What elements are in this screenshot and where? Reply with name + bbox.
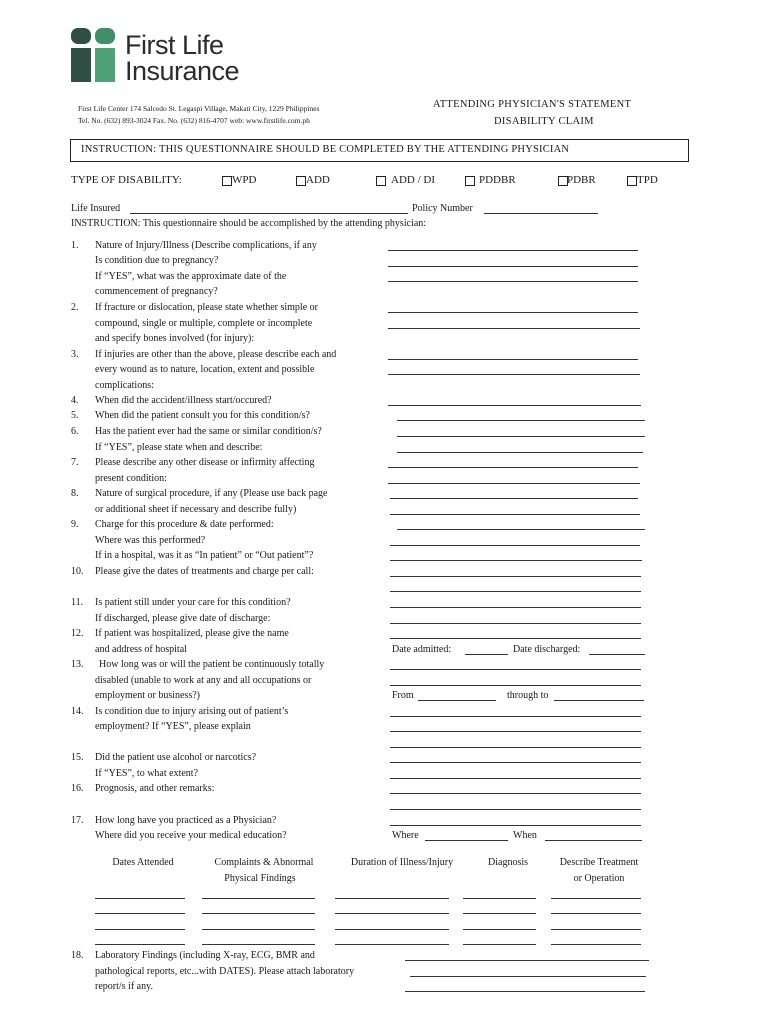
answer-line[interactable] xyxy=(390,498,638,499)
question-number: 6. xyxy=(71,426,79,437)
answer-line[interactable] xyxy=(397,452,643,453)
question-16-text: Prognosis, and other remarks: xyxy=(95,783,215,794)
answer-line[interactable] xyxy=(397,529,645,530)
question-15-line2: If “YES”, to what extent? xyxy=(95,768,199,779)
answer-line[interactable] xyxy=(388,266,638,267)
answer-line[interactable] xyxy=(390,793,641,794)
question-1-line2: Is condition due to pregnancy? xyxy=(95,255,219,266)
question-number: 13. xyxy=(71,659,84,670)
question-18-line2: pathological reports, etc...with DATES). Please attach laboratory xyxy=(95,966,355,977)
checkbox-wpd[interactable] xyxy=(222,176,232,186)
table-cell[interactable] xyxy=(335,929,449,930)
question-number: 16. xyxy=(71,783,84,794)
question-2-line2: compound, single or multiple, complete or incomplete xyxy=(95,318,313,329)
option-add-label: ADD xyxy=(306,174,330,186)
answer-line[interactable] xyxy=(390,731,641,732)
life-insured-field[interactable] xyxy=(130,213,408,214)
question-1-line4: commencement of pregnancy? xyxy=(95,286,218,297)
answer-line[interactable] xyxy=(390,638,641,639)
table-cell[interactable] xyxy=(202,944,315,945)
table-cell[interactable] xyxy=(335,913,449,914)
question-17-line1: How long have you practiced as a Physician? xyxy=(95,815,277,826)
where-label: Where xyxy=(392,830,419,841)
question-number: 8. xyxy=(71,488,79,499)
answer-line[interactable] xyxy=(390,576,641,577)
question-13-line2: disabled (unable to work at any and all occupations or xyxy=(95,675,312,686)
answer-line[interactable] xyxy=(388,250,638,251)
answer-line[interactable] xyxy=(390,591,641,592)
table-cell[interactable] xyxy=(95,913,185,914)
option-pdbr-label: PDBR xyxy=(567,174,596,186)
policy-number-field[interactable] xyxy=(484,213,598,214)
question-14-line2: employment? If “YES”, please explain xyxy=(95,721,251,732)
instruction-box-text: INSTRUCTION: THIS QUESTIONNAIRE SHOULD BE COMPLETED BY THE ATTENDING PHYSICIAN xyxy=(81,144,570,155)
question-8-line1: Nature of surgical procedure, if any (Please use back page xyxy=(95,488,328,499)
question-9-line1: Charge for this procedure & date performed: xyxy=(95,519,274,530)
question-7-line1: Please describe any other disease or infirmity affecting xyxy=(95,457,315,468)
checkbox-add-di[interactable] xyxy=(376,176,386,186)
option-wpd-label: WPD xyxy=(232,174,257,186)
question-18-line1: Laboratory Findings (including X-ray, ECG, BMR and xyxy=(95,950,315,961)
question-6-line1: Has the patient ever had the same or similar condition/s? xyxy=(95,426,322,437)
question-11-line2: If discharged, please give date of discharge: xyxy=(95,613,271,624)
table-header-physical-findings: Physical Findings xyxy=(224,873,296,884)
question-number: 17. xyxy=(71,815,84,826)
table-header-diagnosis: Diagnosis xyxy=(488,857,528,868)
table-cell[interactable] xyxy=(202,929,315,930)
option-tpd-label: TPD xyxy=(637,174,658,186)
table-header-operation: or Operation xyxy=(573,873,625,884)
answer-line[interactable] xyxy=(390,716,641,717)
question-10-text: Please give the dates of treatments and charge per call: xyxy=(95,566,314,577)
answer-line[interactable] xyxy=(410,976,646,977)
question-17-line2: Where did you receive your medical education? xyxy=(95,830,287,841)
answer-line[interactable] xyxy=(388,483,640,484)
answer-line[interactable] xyxy=(390,778,641,779)
checkbox-tpd[interactable] xyxy=(627,176,637,186)
answer-line[interactable] xyxy=(390,560,642,561)
question-13-line1: How long was or will the patient be continuously totally xyxy=(99,659,325,670)
date-discharged-label: Date discharged: xyxy=(513,644,581,655)
question-5-text: When did the patient consult you for this condition/s? xyxy=(95,410,310,421)
table-cell[interactable] xyxy=(463,913,536,914)
from-field[interactable] xyxy=(418,700,496,701)
question-number: 7. xyxy=(71,457,79,468)
question-number: 2. xyxy=(71,302,79,313)
table-cell[interactable] xyxy=(95,929,185,930)
answer-line[interactable] xyxy=(388,359,638,360)
question-2-line1: If fracture or dislocation, please state whether simple or xyxy=(95,302,318,313)
answer-line[interactable] xyxy=(390,669,641,670)
policy-number-label: Policy Number xyxy=(412,203,473,214)
question-2-line3: and specify bones involved (for injury): xyxy=(95,333,255,344)
through-to-field[interactable] xyxy=(554,700,644,701)
answer-line[interactable] xyxy=(388,281,638,282)
table-cell[interactable] xyxy=(551,898,641,899)
answer-line[interactable] xyxy=(388,405,641,406)
table-header-dates-attended: Dates Attended xyxy=(112,857,174,868)
answer-line[interactable] xyxy=(390,545,640,546)
question-number: 15. xyxy=(71,752,84,763)
question-3-line1: If injuries are other than the above, please describe each and xyxy=(95,349,337,360)
company-logo-mark xyxy=(71,28,117,84)
answer-line[interactable] xyxy=(390,623,641,624)
answer-line[interactable] xyxy=(390,607,641,608)
answer-line[interactable] xyxy=(388,312,638,313)
answer-line[interactable] xyxy=(388,374,640,375)
from-label: From xyxy=(392,690,414,701)
table-cell[interactable] xyxy=(335,898,449,899)
instruction-line: INSTRUCTION: This questionnaire should be accomplished by the attending physician: xyxy=(71,218,427,229)
date-discharged-field[interactable] xyxy=(589,654,645,655)
answer-line[interactable] xyxy=(390,809,641,810)
table-cell[interactable] xyxy=(463,898,536,899)
table-cell[interactable] xyxy=(95,944,185,945)
table-header-treatment: Describe Treatment xyxy=(559,857,639,868)
question-number: 18. xyxy=(71,950,84,961)
table-header-complaints: Complaints & Abnormal xyxy=(214,857,314,868)
date-admitted-label: Date admitted: xyxy=(392,644,452,655)
question-number: 3. xyxy=(71,349,79,360)
question-number: 10. xyxy=(71,566,84,577)
question-4-text: When did the accident/illness start/occured? xyxy=(95,395,272,406)
table-cell[interactable] xyxy=(202,913,315,914)
answer-line[interactable] xyxy=(388,328,640,329)
table-cell[interactable] xyxy=(463,929,536,930)
question-number: 12. xyxy=(71,628,84,639)
question-7-line2: present condition: xyxy=(95,473,167,484)
question-9-line3: If in a hospital, was it as “In patient” or “Out patient”? xyxy=(95,550,314,561)
question-number: 5. xyxy=(71,410,79,421)
where-field[interactable] xyxy=(425,840,508,841)
question-9-line2: Where was this performed? xyxy=(95,535,206,546)
type-of-disability-label: TYPE OF DISABILITY: xyxy=(71,174,182,186)
answer-line[interactable] xyxy=(390,762,641,763)
instruction-box xyxy=(70,139,689,162)
answer-line[interactable] xyxy=(397,436,645,437)
table-cell[interactable] xyxy=(335,944,449,945)
answer-line[interactable] xyxy=(390,514,640,515)
question-3-line2: every wound as to nature, location, extent and possible xyxy=(95,364,315,375)
table-cell[interactable] xyxy=(551,913,641,914)
company-name-line2: Insurance xyxy=(125,56,240,86)
date-admitted-field[interactable] xyxy=(465,654,508,655)
question-8-line2: or additional sheet if necessary and describe fully) xyxy=(95,504,297,515)
question-11-line1: Is patient still under your care for this condition? xyxy=(95,597,291,608)
question-12-line2: and address of hospital xyxy=(95,644,187,655)
answer-line[interactable] xyxy=(405,960,649,961)
table-cell[interactable] xyxy=(463,944,536,945)
form-subtitle: DISABILITY CLAIM xyxy=(494,116,594,127)
when-field[interactable] xyxy=(545,840,642,841)
table-cell[interactable] xyxy=(95,898,185,899)
table-cell[interactable] xyxy=(551,944,641,945)
company-contact: Tel. No. (632) 893-3024 Fax. No. (632) 816-4707 web: www.firstlife.com.ph xyxy=(78,116,310,125)
question-13-line3: employment or business?) xyxy=(95,690,200,701)
question-number: 4. xyxy=(71,395,79,406)
company-name-line1: First Life xyxy=(125,30,224,60)
question-number: 11. xyxy=(71,597,84,608)
table-cell[interactable] xyxy=(551,929,641,930)
checkbox-pddbr[interactable] xyxy=(465,176,475,186)
option-pddbr-label: PDDBR xyxy=(479,174,516,186)
table-header-duration: Duration of Illness/Injury xyxy=(350,857,454,868)
question-3-line3: complications: xyxy=(95,380,154,391)
answer-line[interactable] xyxy=(390,685,641,686)
question-number: 1. xyxy=(71,240,79,251)
life-insured-label: Life Insured xyxy=(71,203,121,214)
checkbox-add[interactable] xyxy=(296,176,306,186)
question-15-line1: Did the patient use alcohol or narcotics? xyxy=(95,752,257,763)
question-14-line1: Is condition due to injury arising out of patient’s xyxy=(95,706,289,717)
answer-line[interactable] xyxy=(390,825,641,826)
company-address: First Life Center 174 Salcedo St. Legaspi Village, Makati City, 1229 Philippines xyxy=(78,104,320,113)
question-1-line1: Nature of Injury/Illness (Describe complications, if any xyxy=(95,240,317,251)
question-1-line3: If “YES”, what was the approximate date of the xyxy=(95,271,287,282)
answer-line[interactable] xyxy=(388,467,638,468)
through-to-label: through to xyxy=(507,690,549,701)
question-12-line1: If patient was hospitalized, please give the name xyxy=(95,628,289,639)
question-number: 9. xyxy=(71,519,79,530)
answer-line[interactable] xyxy=(390,747,641,748)
form-title: ATTENDING PHYSICIAN'S STATEMENT xyxy=(433,99,632,110)
table-cell[interactable] xyxy=(202,898,315,899)
question-number: 14. xyxy=(71,706,84,717)
when-label: When xyxy=(513,830,537,841)
question-6-line2: If “YES”, please state when and describe: xyxy=(95,442,263,453)
answer-line[interactable] xyxy=(397,420,645,421)
answer-line[interactable] xyxy=(405,991,645,992)
option-add-di-label: ADD / DI xyxy=(391,174,435,186)
question-18-line3: report/s if any. xyxy=(95,981,153,992)
